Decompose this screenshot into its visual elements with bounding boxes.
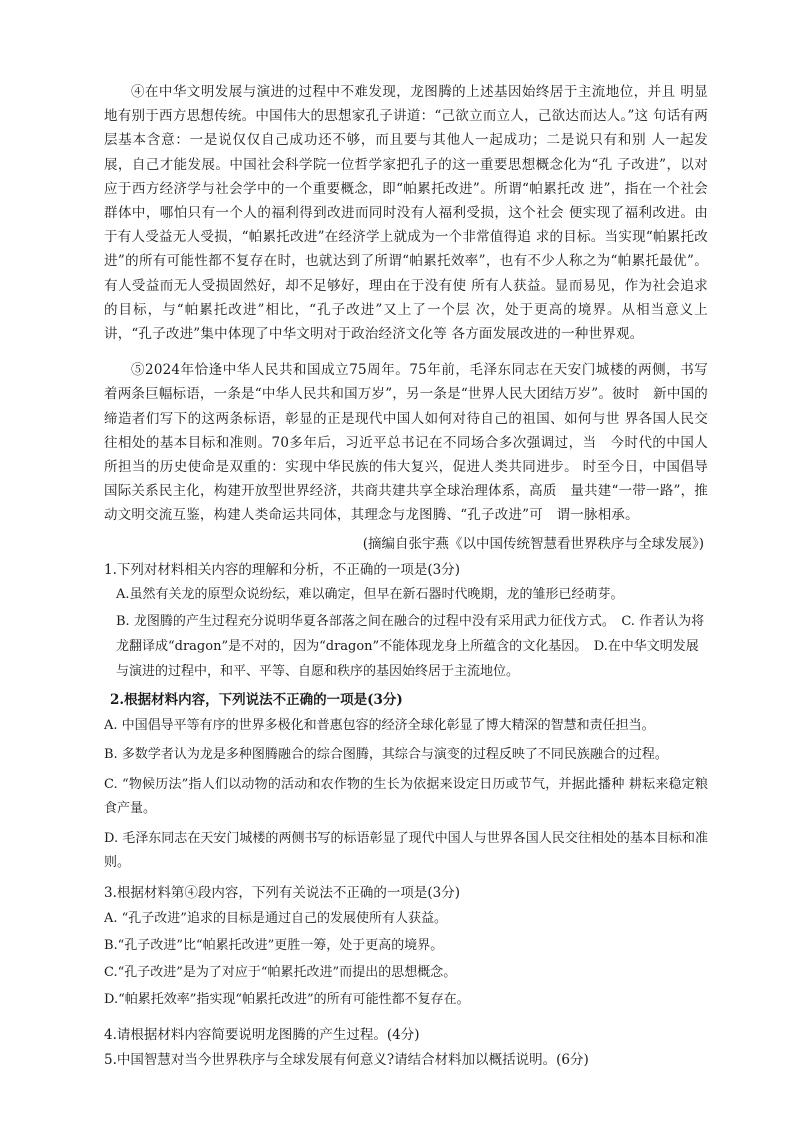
question-2-option-c: C. “物候历法”指人们以动物的活动和农作物的生长为依据来设定日历或节气，并据此播种 耕耘来稳定粮食产量。 — [104, 776, 708, 817]
question-1-option-a: A.虽然有关龙的原型众说纷纭，难以确定，但早在新石器时代晚期，龙的雏形已经萌芽。 — [116, 586, 624, 602]
question-2-options — [104, 714, 708, 876]
question-1-option-b: B. 龙图腾的产生过程充分说明华夏各部落之间在融合的过程中没有采用武力征伐方式。 C. 作者认为将龙翻译成“dragon”是不对的，因为“dragon”不能体现龙身上所蕴含的文化基因。 D.在中华文明发展与演进的过程中，和平、平等、自愿和秩序的基因始终居于主流地位。 — [116, 613, 705, 679]
question-3-option-d: D.“帕累托效率”指实现“帕累托改进”的所有可能性都不复存在。 — [104, 991, 470, 1007]
question-5-stem: 5.中国智慧对当今世界秩序与全球发展有何意义?请结合材料加以概括说明。(6分) — [104, 1051, 589, 1068]
question-2-option-d: D. 毛泽东同志在天安门城楼的两侧书写的标语彰显了现代中国人与世界各国人民交往相处的基本目标和准则。 — [104, 830, 708, 871]
question-2-option-a: A. 中国倡导平等有序的世界多极化和普惠包容的经济全球化彰显了博大精深的智慧和责任担当。 — [104, 717, 655, 733]
question-2-option-b: B. 多数学者认为龙是多种图腾融合的综合图腾，其综合与演变的过程反映了不同民族融合的过程。 — [104, 747, 668, 763]
question-4-stem: 4.请根据材料内容简要说明龙图腾的产生过程。(4分) — [104, 1026, 420, 1043]
question-1-stem: 1.下列对材料相关内容的理解和分析，不正确的一项是(3分) — [104, 561, 461, 578]
question-3 — [104, 881, 708, 1013]
question-1 — [104, 558, 708, 684]
question-3-options — [104, 905, 708, 1013]
question-3-option-a: A. “孔子改进”追求的目标是通过自己的发展使所有人获益。 — [104, 910, 447, 926]
question-2-stem: 2.根据材料内容，下列说法不正确的一项是(3分) — [110, 691, 403, 708]
passage-paragraph-4: ④在中华文明发展与演进的过程中不难发现，龙图腾的上述基因始终居于主流地位，并且 明显地有别于西方思想传统。中国伟大的思想家孔子讲道：“己欲立而立人，己欲达而达人。”这 句话有两层基本含意：一是说仅仅自己成功还不够，而且要与其他人一起成功；二是说只有和别 人一起发展，自己才能发展。中国社会科学院一位哲学家把孔子的这一重要思想概念化为“孔 子改进”，以对应于西方经济学与社会学中的一个重要概念，即“帕累托改进”。所谓“帕累托改 进”，指在一个社会群体中，哪怕只有一个人的福利得到改进而同时没有人福利受损，这个社会 便实现了福利改进。由于有人受益无人受损，“帕累托改进”在经济学上就成为一个非常值得追 求的目标。当实现“帕累托改进”的所有可能性都不复存在时，也就达到了所谓“帕累托效率”，也有不少人称之为“帕累托最优”。有人受益而无人受损固然好，却不足够好，理由在于没有使 所有人获益。显而易见，作为社会追求的目标，与“帕累托改进”相比，“孔子改进”又上了一个层 次，处于更高的境界。从相当意义上讲，“孔子改进”集中体现了中华文明对于政治经济文化等 各方面发展改进的一种世界观。 — [104, 84, 708, 343]
question-2 — [104, 688, 708, 876]
passage-source: (摘编自张宇燕《以中国传统智慧看世界秩序与全球发展》) — [362, 535, 704, 552]
question-3-option-c: C.“孔子改进”是为了对应于“帕累托改进”而提出的思想概念。 — [104, 964, 457, 980]
passage-paragraph-5: ⑤2024年恰逢中华人民共和国成立75周年。75年前，毛泽东同志在天安门城楼的两侧，书写着两条巨幅标语，一条是“中华人民共和国万岁”，另一条是“世界人民大团结万岁”。彼时 新中国的缔造者们写下的这两条标语，彰显的正是现代中国人如何对待自己的祖国、如何与世 界各国人民交往相处的基本目标和准则。70多年后，习近平总书记在不同场合多次强调过，当 今时代的中国人所担当的历史使命是双重的：实现中华民族的伟大复兴，促进人类共同进步。 时至今日，中国倡导国际关系民主化，构建开放型世界经济，共商共建共享全球治理体系，高质 量共建“一带一路”，推动文明交流互鉴，构建人类命运共同体，其理念与龙图腾、“孔子改进”可 谓一脉相承。 — [104, 362, 708, 524]
question-3-stem: 3.根据材料第④段内容，下列有关说法不正确的一项是(3分) — [104, 884, 461, 901]
question-1-options — [104, 582, 708, 684]
question-3-option-b: B.“孔子改进”比“帕累托改进”更胜一筹，处于更高的境界。 — [104, 937, 444, 953]
